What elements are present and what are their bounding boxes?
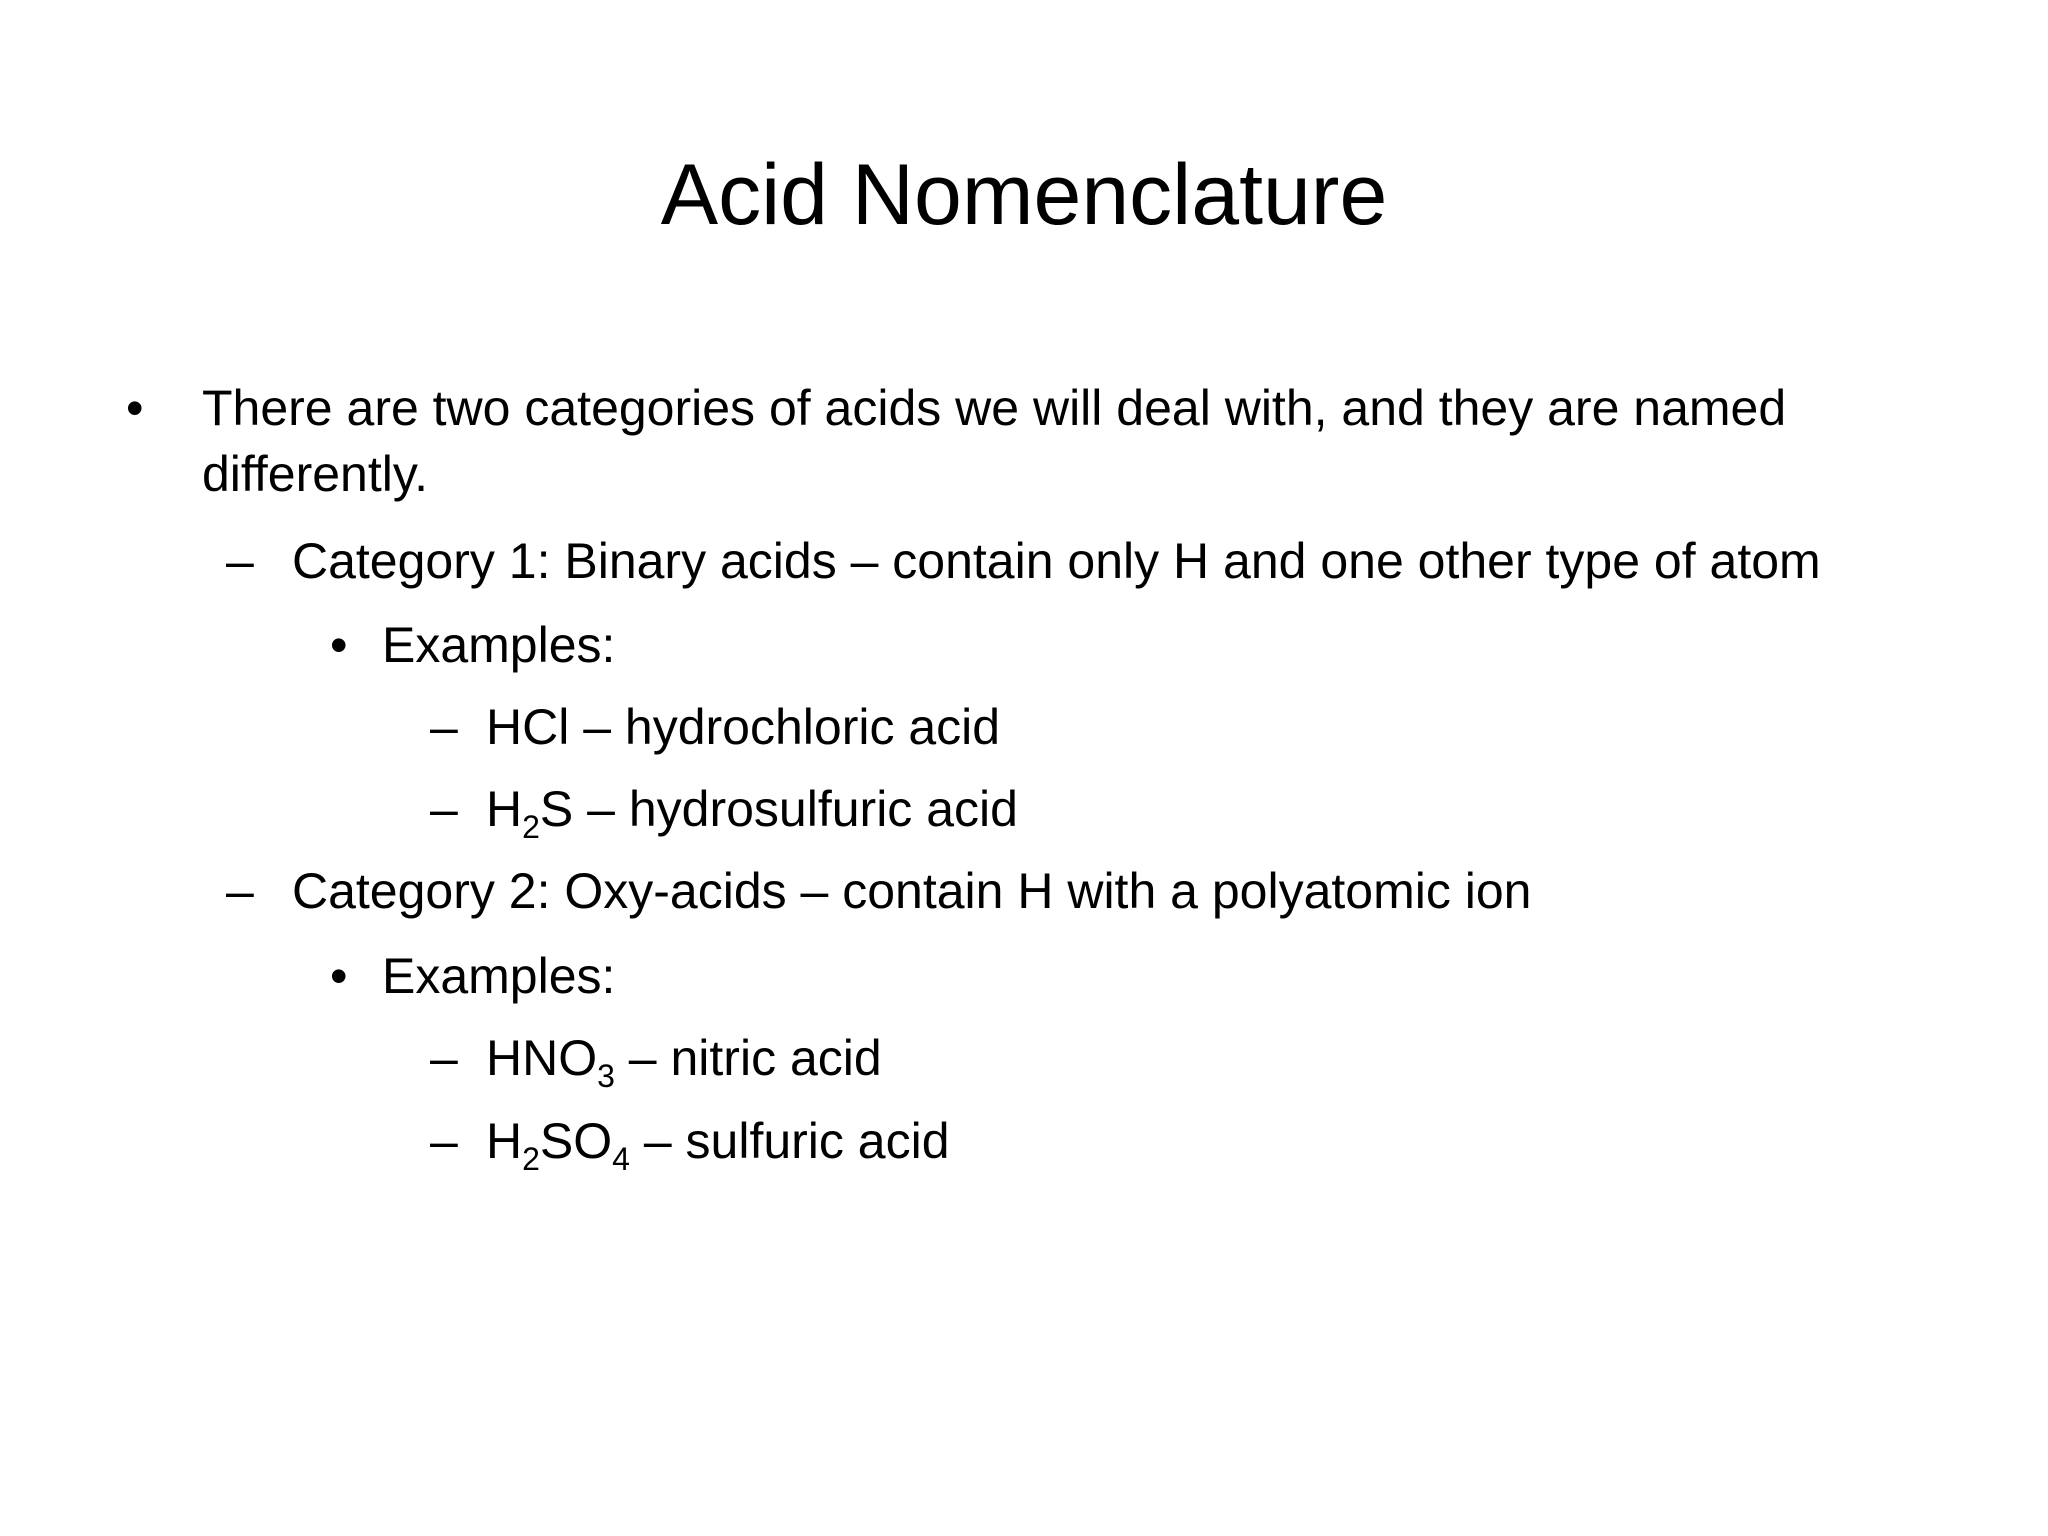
slide-title: Acid Nomenclature xyxy=(660,147,1388,243)
formula-hno3-subscript-3: 3 xyxy=(597,1058,615,1094)
formula-h2so4-subscript-2: 2 xyxy=(522,1141,540,1177)
category-1-examples-marker: • xyxy=(330,617,348,673)
category-2-examples-label: Examples: xyxy=(382,948,616,1004)
example-h2s xyxy=(486,776,1018,845)
example-h2so4 xyxy=(486,1108,950,1177)
category-2-examples-marker: • xyxy=(330,948,348,1004)
acid-name-hcl: – hydrochloric acid xyxy=(569,699,1001,755)
example-h2s-marker: – xyxy=(430,781,458,837)
category-1-examples-label: Examples: xyxy=(382,617,616,673)
formula-h2s-element-s: S xyxy=(539,781,574,837)
bullet-marker: • xyxy=(126,380,144,436)
formula-h2so4-element-h: H xyxy=(486,1113,523,1169)
formula-h2so4-element-so: SO xyxy=(539,1113,613,1169)
example-hcl-marker: – xyxy=(430,699,458,755)
category-2-marker: – xyxy=(226,863,254,919)
example-hno3-marker: – xyxy=(430,1030,458,1086)
formula-h2so4-subscript-4: 4 xyxy=(612,1141,630,1177)
example-hcl xyxy=(486,694,1000,760)
formula-h2s-subscript-2: 2 xyxy=(522,809,540,845)
category-1-marker: – xyxy=(226,533,254,589)
example-hno3 xyxy=(486,1025,882,1094)
formula-h2s-element-h: H xyxy=(486,781,523,837)
formula-hno3-element-hno: HNO xyxy=(486,1030,598,1086)
example-h2so4-marker: – xyxy=(430,1113,458,1169)
category-2-text: Category 2: Oxy-acids – contain H with a polyatomic ion xyxy=(292,863,1532,919)
acid-name-hno3: – nitric acid xyxy=(614,1030,882,1086)
category-1-text: Category 1: Binary acids – contain only H and one other type of atom xyxy=(292,533,1821,589)
acid-name-h2so4: – sulfuric acid xyxy=(629,1113,950,1169)
bullet-text-line-2: differently. xyxy=(202,446,429,502)
bullet-text-line-1: There are two categories of acids we will deal with, and they are named xyxy=(202,380,1787,436)
acid-name-h2s: – hydrosulfuric acid xyxy=(573,781,1018,837)
formula-hcl: HCl xyxy=(486,699,570,755)
